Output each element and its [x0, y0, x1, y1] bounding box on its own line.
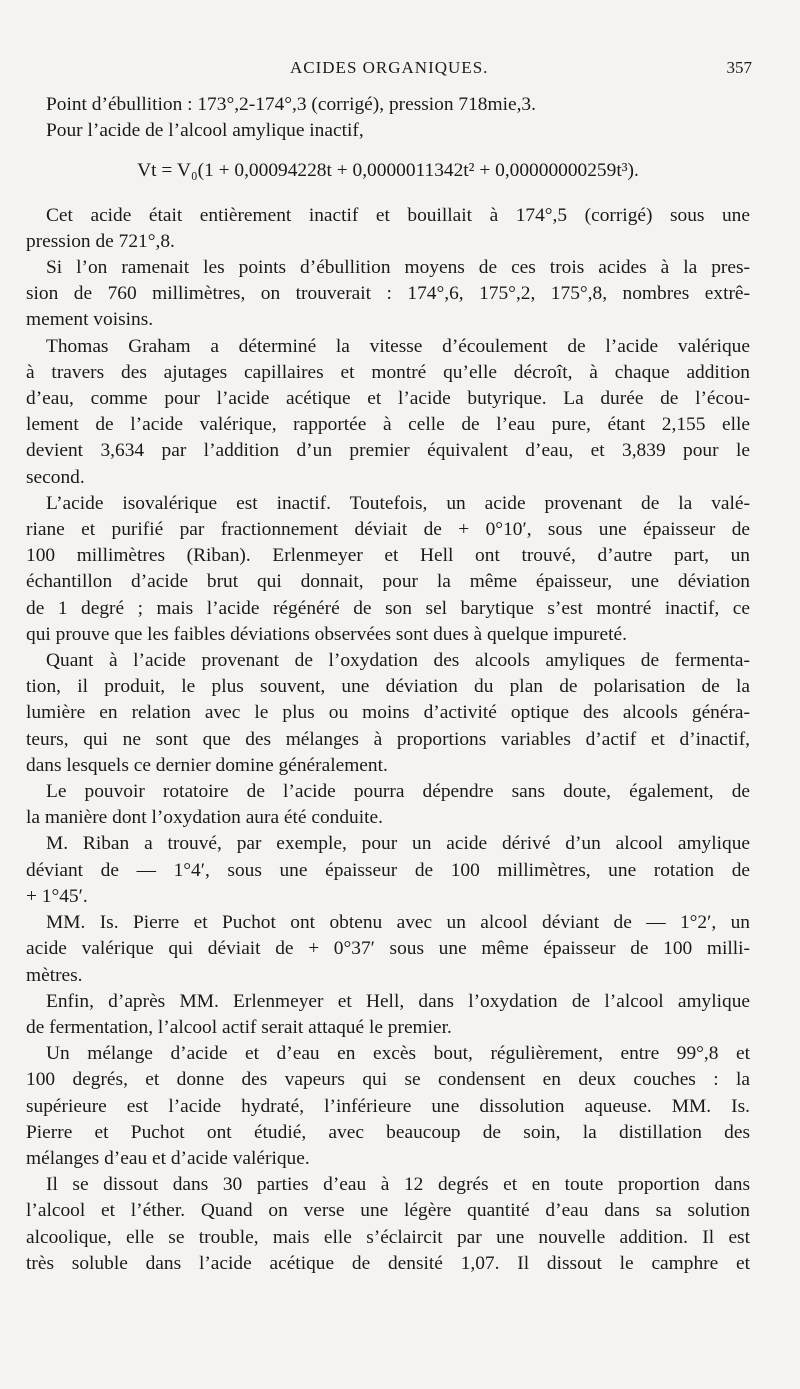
text-line: Si l’on ramenait les points d’ébullition moyens de ces trois acides à la pres- [46, 257, 750, 279]
text-line: supérieure est l’acide hydraté, l’inférieure une dissolution aqueuse. MM. Is. [26, 1095, 750, 1117]
text-line: mement voisins. [26, 309, 154, 331]
formula [26, 144, 750, 202]
text-line: la manière dont l’oxydation aura été conduite. [26, 807, 383, 829]
text-line: tion, il produit, le plus souvent, une déviation du plan de polarisation de la [26, 676, 750, 698]
text-line: acide valérique qui déviait de + 0°37′ sous une même épaisseur de 100 milli- [26, 938, 750, 960]
paragraph [26, 910, 750, 989]
text-line: teurs, qui ne sont que des mélanges à proportions variables d’actif et d’inactif, [26, 728, 750, 750]
paragraph [26, 203, 750, 255]
text-line: qui prouve que les faibles déviations observées sont dues à quelque impureté. [26, 623, 627, 645]
text-line: Il se dissout dans 30 parties d’eau à 12 degrés et en toute proportion dans [46, 1174, 750, 1196]
text-line: dans lesquels ce dernier domine généralement. [26, 754, 388, 776]
page-header [0, 56, 800, 82]
text-line: pression de 721°,8. [26, 230, 175, 252]
paragraph [26, 779, 750, 831]
text-line: 100 millimètres (Riban). Erlenmeyer et Hell ont trouvé, d’autre part, un [26, 545, 750, 567]
text-line: riane et purifié par fractionnement déviait de + 0°10′, sous une épaisseur de [26, 519, 750, 541]
paragraph [26, 1172, 750, 1277]
paragraph [26, 648, 750, 779]
text-line: Point d’ébullition : 173°,2-174°,3 (corrigé), pression 718mie,3. [46, 94, 536, 115]
paragraph [26, 831, 750, 910]
text-line: Pour l’acide de l’alcool amylique inactif, [46, 120, 364, 142]
text-line: 100 degrés, et donne des vapeurs qui se condensent en deux couches : la [26, 1069, 750, 1091]
text-line: L’acide isovalérique est inactif. Toutefois, un acide provenant de la valé- [46, 492, 750, 514]
text-line: très soluble dans l’acide acétique de densité 1,07. Il dissout le camphre et [26, 1252, 750, 1274]
text-line: Enfin, d’après MM. Erlenmeyer et Hell, dans l’oxydation de l’alcool amylique [46, 990, 750, 1012]
text-line: l’alcool et l’éther. Quand on verse une légère quantité d’eau dans sa solution [26, 1200, 750, 1222]
text-line: M. Riban a trouvé, par exemple, pour un acide dérivé d’un alcool amylique [46, 833, 750, 855]
text-line: Cet acide était entièrement inactif et bouillait à 174°,5 (corrigé) sous une [46, 204, 750, 226]
text-line: + 1°45′. [26, 885, 88, 907]
paragraph [26, 491, 750, 648]
text-line: MM. Is. Pierre et Puchot ont obtenu avec un alcool déviant de — 1°2′, un [46, 912, 750, 934]
text-line: Quant à l’acide provenant de l’oxydation des alcools amyliques de fermenta- [46, 650, 750, 672]
text-line: Thomas Graham a déterminé la vitesse d’écoulement de l’acide valérique [46, 335, 750, 357]
text-line: de fermentation, l’alcool actif serait attaqué le premier. [26, 1016, 452, 1038]
paragraph [26, 334, 750, 491]
text-line: mélanges d’eau et d’acide valérique. [26, 1147, 310, 1169]
text-line: mètres. [26, 964, 83, 986]
text-line: devient 3,634 par l’addition d’un premier équivalent d’eau, et 3,839 pour le [26, 440, 750, 462]
text-line: second. [26, 466, 85, 488]
text-line: lement de l’acide valérique, rapportée à celle de l’eau pure, étant 2,155 elle [26, 414, 750, 436]
text-line: sion de 760 millimètres, on trouverait : 174°,6, 175°,2, 175°,8, nombres extrê- [26, 283, 750, 305]
page-number: 357 [726, 58, 752, 77]
text-line: à travers des ajutages capillaires et montré qu’elle décroît, à chaque addition [26, 361, 750, 383]
paragraph [26, 989, 750, 1041]
text-line: Le pouvoir rotatoire de l’acide pourra dépendre sans doute, également, de [46, 781, 750, 803]
text-line: Un mélange d’acide et d’eau en excès bout, régulièrement, entre 99°,8 et [46, 1043, 750, 1065]
paragraph [26, 255, 750, 334]
running-title: ACIDES ORGANIQUES. [290, 58, 489, 77]
text-line: d’eau, comme pour l’acide acétique et l’acide butyrique. La durée de l’écou- [26, 388, 750, 410]
text-line: de 1 degré ; mais l’acide régénéré de son sel barytique s’est montré inactif, ce [26, 597, 750, 619]
page-body [26, 92, 750, 1277]
text-line: alcoolique, elle se trouble, mais elle s’éclaircit par une nouvelle addition. Il est [26, 1226, 750, 1248]
text-line: Vt = V₀(1 + 0,00094228t + 0,0000011342t² + 0,00000000259t³). [137, 160, 639, 182]
text-line: déviant de — 1°4′, sous une épaisseur de 100 millimètres, une rotation de [26, 859, 750, 881]
paragraph [26, 118, 750, 144]
paragraph [26, 1041, 750, 1172]
text-line: lumière en relation avec le plus ou moins d’activité optique des alcools généra- [26, 702, 750, 724]
text-line: Pierre et Puchot ont étudié, avec beaucoup de soin, la distillation des [26, 1121, 750, 1143]
paragraph [26, 92, 750, 118]
text-line: échantillon d’acide brut qui donnait, pour la même épaisseur, une déviation [26, 571, 750, 593]
